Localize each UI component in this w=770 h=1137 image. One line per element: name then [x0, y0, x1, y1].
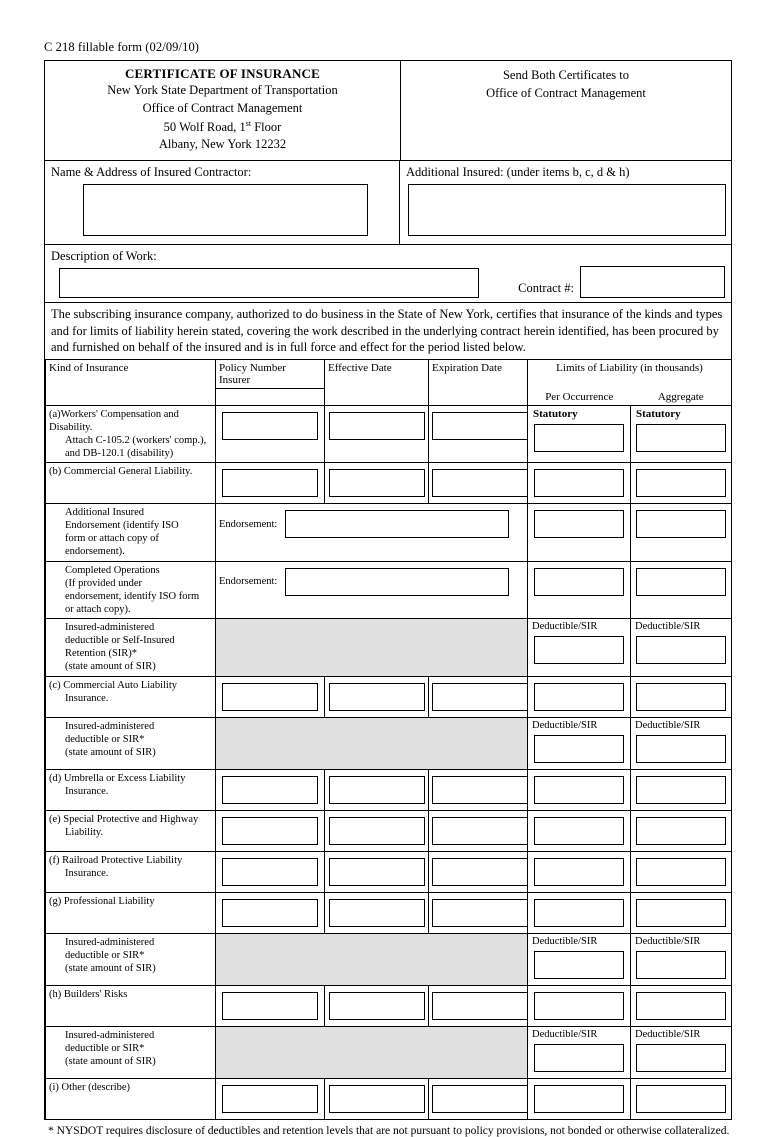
col-policy-number-header: [216, 360, 325, 389]
row-line: (e) Special Protective and Highway: [49, 813, 199, 825]
deductible-sir-label: Deductible/SIR: [635, 935, 701, 947]
cell-aggregate: [631, 892, 732, 933]
endorsement-label: Endorsement:: [219, 576, 278, 588]
row-line: Insurance.: [65, 785, 109, 797]
description-of-work-input[interactable]: [59, 268, 479, 298]
row-line: or attach copy).: [65, 603, 131, 615]
cell-shaded: [216, 1026, 528, 1078]
row-line: (state amount of SIR): [65, 962, 156, 974]
policy-number-input[interactable]: [222, 992, 318, 1020]
row-label-insured-administered-deductible-sir-g: [46, 933, 216, 985]
row-line: Additional Insured: [65, 507, 145, 519]
insured-name-label: Name & Address of Insured Contractor:: [51, 165, 252, 180]
table-row: [46, 810, 732, 851]
row-line: (d) Umbrella or Excess Liability: [49, 772, 186, 784]
cell-expiration-date: [429, 810, 528, 851]
per-occurrence-input[interactable]: [534, 469, 624, 497]
table-row: [46, 619, 732, 677]
endorsement-group: [219, 506, 524, 542]
endorsement-label: Endorsement:: [219, 518, 278, 530]
cell-per-occurrence: [528, 1078, 631, 1119]
policy-number-input[interactable]: [222, 776, 318, 804]
row-line: Endorsement (identify ISO: [65, 520, 179, 532]
table-header-row: [46, 360, 732, 389]
additional-insured-input[interactable]: [408, 184, 726, 236]
aggregate-input[interactable]: [636, 683, 726, 711]
cell-per-occurrence: [528, 619, 631, 677]
address-line-1: [45, 118, 400, 137]
aggregate-input[interactable]: [636, 510, 726, 538]
row-line: (state amount of SIR): [65, 746, 156, 758]
aggregate-input[interactable]: [636, 735, 726, 763]
table-row: [46, 676, 732, 717]
certification-statement: The subscribing insurance company, authorized to do business in the State of New York, certifies that insurance of the kinds and types and for limits of liability herein stated, covering the work described in the underlying contract herein identified, has been procured by and furnished on behalf of the insured and is in full force and effect for the period listed below.: [45, 303, 731, 360]
cell-aggregate: [631, 810, 732, 851]
row-line: (c) Commercial Auto Liability: [49, 679, 178, 691]
cell-aggregate: [631, 405, 732, 463]
per-occurrence-input[interactable]: [534, 1085, 624, 1113]
effective-date-input[interactable]: [329, 817, 425, 845]
row-line: Insurance.: [65, 867, 109, 879]
deductible-sir-label: Deductible/SIR: [635, 621, 701, 633]
expiration-date-input[interactable]: [432, 899, 528, 927]
expiration-date-input[interactable]: [432, 776, 528, 804]
cell-per-occurrence: [528, 985, 631, 1026]
cell-per-occurrence: [528, 851, 631, 892]
cell-per-occurrence: [528, 1026, 631, 1078]
col-expiration-date-header: Expiration Date: [429, 360, 528, 405]
effective-date-input[interactable]: [329, 776, 425, 804]
aggregate-input[interactable]: [636, 1044, 726, 1072]
cell-effective-date: [325, 892, 429, 933]
table-row: [46, 985, 732, 1026]
address-street: 50 Wolf Road, 1: [163, 119, 246, 134]
per-occurrence-input[interactable]: [534, 951, 624, 979]
per-occurrence-input[interactable]: [534, 735, 624, 763]
cell-shaded: [216, 619, 528, 677]
description-of-work-label: Description of Work:: [51, 249, 157, 264]
cell-effective-date: [325, 405, 429, 463]
certificate-title: CERTIFICATE OF INSURANCE: [124, 66, 321, 81]
table-row: [46, 405, 732, 463]
cell-per-occurrence: [528, 504, 631, 562]
aggregate-input[interactable]: [636, 951, 726, 979]
cell-effective-date: [325, 463, 429, 504]
row-line: form or attach copy of: [65, 533, 159, 545]
policy-number-input[interactable]: [222, 858, 318, 886]
cell-policy-number: [216, 676, 325, 717]
cell-aggregate: [631, 1078, 732, 1119]
row-label-railroad-protective-liability: [46, 851, 216, 892]
row-label-insured-administered-deductible-sir-h: [46, 1026, 216, 1078]
expiration-date-input[interactable]: [432, 469, 528, 497]
row-line: deductible or Self-Insured: [65, 635, 175, 647]
cell-aggregate: [631, 769, 732, 810]
col-limits-header: Limits of Liability (in thousands): [528, 360, 732, 389]
cell-aggregate: [631, 463, 732, 504]
per-occurrence-input[interactable]: [534, 568, 624, 596]
cell-per-occurrence: [528, 769, 631, 810]
deductible-sir-label: Deductible/SIR: [635, 719, 701, 731]
aggregate-input[interactable]: [636, 424, 726, 452]
col-policy-spacer: [216, 389, 325, 406]
table-row: [46, 1078, 732, 1119]
row-line: (g) Professional Liability: [49, 895, 155, 907]
table-row: [46, 892, 732, 933]
cell-policy-number: [216, 892, 325, 933]
effective-date-input[interactable]: [329, 412, 425, 440]
expiration-date-input[interactable]: [432, 412, 528, 440]
cell-aggregate: [631, 1026, 732, 1078]
table-row: [46, 933, 732, 985]
insured-row: [45, 161, 731, 245]
row-line: Liability.: [65, 826, 104, 838]
cell-effective-date: [325, 769, 429, 810]
contract-number-input[interactable]: [580, 266, 725, 298]
cell-shaded: [216, 933, 528, 985]
address-ordinal: st: [245, 118, 252, 128]
effective-date-input[interactable]: [329, 1085, 425, 1113]
row-line: endorsement, identify ISO form: [65, 590, 200, 602]
row-label-umbrella-excess-liability: [46, 769, 216, 810]
aggregate-input[interactable]: [636, 899, 726, 927]
cell-per-occurrence: [528, 717, 631, 769]
cell-per-occurrence: [528, 676, 631, 717]
form-footnote: * NYSDOT requires disclosure of deductibles and retention levels that are not pursuant to policy provisions, not bonded or otherwise collateralized.: [48, 1124, 730, 1137]
contract-number-group: [518, 266, 725, 298]
policy-number-input[interactable]: [222, 1085, 318, 1113]
agency-name: New York State Department of Transportation: [107, 83, 338, 97]
row-line: (a)Workers' Compensation and: [49, 408, 179, 420]
per-occurrence-input[interactable]: [534, 858, 624, 886]
row-label-commercial-general-liability: [46, 463, 216, 504]
aggregate-input[interactable]: [636, 858, 726, 886]
cell-per-occurrence: [528, 892, 631, 933]
row-line: (If provided under: [65, 577, 142, 589]
cell-per-occurrence: [528, 810, 631, 851]
row-label-additional-insured-endorsement: [46, 504, 216, 562]
row-line: Completed Operations: [65, 564, 160, 576]
row-line: Insured-administered: [65, 1029, 155, 1041]
description-of-work-row: [45, 245, 731, 303]
table-row: [46, 1026, 732, 1078]
form-id-label: C 218 fillable form (02/09/10): [44, 40, 200, 54]
col-policy-number-label: Policy Number: [219, 362, 286, 375]
cell-endorsement: [216, 504, 528, 562]
cell-effective-date: [325, 985, 429, 1026]
effective-date-input[interactable]: [329, 469, 425, 497]
cell-aggregate: [631, 676, 732, 717]
row-label-other-describe: [46, 1078, 216, 1119]
table-row: [46, 504, 732, 562]
aggregate-input[interactable]: [636, 1085, 726, 1113]
row-line: Attach C-105.2 (workers' comp.),: [65, 434, 207, 446]
statutory-label: Statutory: [533, 407, 578, 420]
table-row: [46, 851, 732, 892]
expiration-date-input[interactable]: [432, 683, 528, 711]
endorsement-input[interactable]: [285, 568, 509, 596]
row-line: (f) Railroad Protective Liability: [49, 854, 183, 866]
cell-expiration-date: [429, 1078, 528, 1119]
send-to-line-2: Office of Contract Management: [486, 86, 646, 101]
aggregate-input[interactable]: [636, 776, 726, 804]
cell-policy-number: [216, 851, 325, 892]
per-occurrence-input[interactable]: [534, 424, 624, 452]
row-line: deductible or SIR*: [65, 1042, 145, 1054]
cell-policy-number: [216, 405, 325, 463]
cell-endorsement: [216, 561, 528, 619]
deductible-sir-label: Deductible/SIR: [532, 621, 598, 633]
expiration-date-input[interactable]: [432, 817, 528, 845]
deductible-sir-label: Deductible/SIR: [635, 1028, 701, 1040]
cell-per-occurrence: [528, 933, 631, 985]
statutory-label: Statutory: [636, 407, 681, 420]
deductible-sir-label: Deductible/SIR: [532, 1028, 598, 1040]
effective-date-input[interactable]: [329, 899, 425, 927]
col-insurer-label: Insurer: [219, 374, 251, 387]
row-label-commercial-auto-liability: [46, 676, 216, 717]
cell-expiration-date: [429, 463, 528, 504]
aggregate-input[interactable]: [636, 469, 726, 497]
per-occurrence-input[interactable]: [534, 683, 624, 711]
per-occurrence-input[interactable]: [534, 1044, 624, 1072]
effective-date-input[interactable]: [329, 992, 425, 1020]
form-header: [45, 61, 731, 161]
expiration-date-input[interactable]: [432, 992, 528, 1020]
policy-number-input[interactable]: [222, 817, 318, 845]
per-occurrence-input[interactable]: [534, 992, 624, 1020]
cell-per-occurrence: [528, 463, 631, 504]
aggregate-input[interactable]: [636, 817, 726, 845]
row-label-insured-administered-deductible-sir-b: [46, 619, 216, 677]
policy-number-input[interactable]: [222, 412, 318, 440]
cell-aggregate: [631, 851, 732, 892]
policy-number-input[interactable]: [222, 469, 318, 497]
insured-name-input[interactable]: [83, 184, 368, 236]
row-line: (i) Other (describe): [49, 1081, 131, 1093]
row-line: Insured-administered: [65, 936, 155, 948]
per-occurrence-input[interactable]: [534, 510, 624, 538]
cell-aggregate: [631, 504, 732, 562]
cell-policy-number: [216, 769, 325, 810]
row-line: (state amount of SIR): [65, 1055, 156, 1067]
per-occurrence-input[interactable]: [534, 636, 624, 664]
deductible-sir-label: Deductible/SIR: [532, 719, 598, 731]
cell-policy-number: [216, 810, 325, 851]
cell-expiration-date: [429, 892, 528, 933]
row-line: Insurance.: [65, 692, 109, 704]
row-line: (h) Builders' Risks: [49, 988, 128, 1000]
cell-aggregate: [631, 985, 732, 1026]
col-per-occurrence-header: Per Occurrence: [528, 389, 631, 406]
row-line: (b) Commercial General Liability.: [49, 466, 193, 478]
per-occurrence-input[interactable]: [534, 817, 624, 845]
row-label-workers-comp: [46, 405, 216, 463]
aggregate-input[interactable]: [636, 992, 726, 1020]
aggregate-input[interactable]: [636, 636, 726, 664]
address-line-2: Albany, New York 12232: [158, 137, 287, 152]
row-line: endorsement).: [65, 546, 125, 558]
cell-effective-date: [325, 851, 429, 892]
policy-number-input[interactable]: [222, 899, 318, 927]
row-line: deductible or SIR*: [65, 733, 145, 745]
cell-shaded: [216, 717, 528, 769]
cell-effective-date: [325, 810, 429, 851]
address-floor: Floor: [251, 119, 282, 134]
additional-insured-cell: [400, 161, 732, 244]
col-kind-header: Kind of Insurance: [46, 360, 216, 405]
insurance-table: [45, 360, 732, 1119]
cell-policy-number: [216, 463, 325, 504]
cell-policy-number: [216, 1078, 325, 1119]
table-row: [46, 463, 732, 504]
per-occurrence-input[interactable]: [534, 776, 624, 804]
row-label-special-protective-highway: [46, 810, 216, 851]
table-row: [46, 769, 732, 810]
expiration-date-input[interactable]: [432, 1085, 528, 1113]
cell-expiration-date: [429, 405, 528, 463]
send-to-line-1: Send Both Certificates to: [502, 68, 630, 82]
insured-name-cell: [45, 161, 400, 244]
cell-effective-date: [325, 676, 429, 717]
col-aggregate-header: Aggregate: [631, 389, 732, 406]
row-line: (state amount of SIR): [65, 661, 156, 673]
certificate-form: [44, 60, 732, 1120]
cell-effective-date: [325, 1078, 429, 1119]
row-line: Insured-administered: [65, 720, 155, 732]
cell-expiration-date: [429, 985, 528, 1026]
cell-expiration-date: [429, 851, 528, 892]
policy-number-input[interactable]: [222, 683, 318, 711]
cell-aggregate: [631, 933, 732, 985]
row-line: Disability.: [49, 421, 93, 433]
row-line: deductible or SIR*: [65, 949, 145, 961]
effective-date-input[interactable]: [329, 858, 425, 886]
endorsement-group: [219, 564, 524, 600]
cell-expiration-date: [429, 769, 528, 810]
table-row: [46, 561, 732, 619]
row-label-builders-risks: [46, 985, 216, 1026]
cell-expiration-date: [429, 676, 528, 717]
row-label-professional-liability: [46, 892, 216, 933]
cell-policy-number: [216, 985, 325, 1026]
aggregate-input[interactable]: [636, 568, 726, 596]
row-line: and DB-120.1 (disability): [65, 447, 174, 459]
deductible-sir-label: Deductible/SIR: [532, 935, 598, 947]
cell-per-occurrence: [528, 561, 631, 619]
row-label-insured-administered-deductible-sir-c: [46, 717, 216, 769]
contract-number-label: Contract #:: [518, 281, 574, 296]
office-name: Office of Contract Management: [142, 100, 303, 115]
row-label-completed-operations: [46, 561, 216, 619]
effective-date-input[interactable]: [329, 683, 425, 711]
row-line: Insured-administered: [65, 622, 155, 634]
table-row: [46, 717, 732, 769]
cell-aggregate: [631, 717, 732, 769]
expiration-date-input[interactable]: [432, 858, 528, 886]
endorsement-input[interactable]: [285, 510, 509, 538]
per-occurrence-input[interactable]: [534, 899, 624, 927]
cell-aggregate: [631, 619, 732, 677]
additional-insured-label: Additional Insured: (under items b, c, d & h): [406, 165, 630, 180]
cell-per-occurrence: [528, 405, 631, 463]
col-effective-date-header: Effective Date: [325, 360, 429, 405]
cell-aggregate: [631, 561, 732, 619]
header-left: [45, 61, 401, 160]
header-right: [401, 61, 731, 160]
row-line: Retention (SIR)*: [65, 648, 138, 660]
